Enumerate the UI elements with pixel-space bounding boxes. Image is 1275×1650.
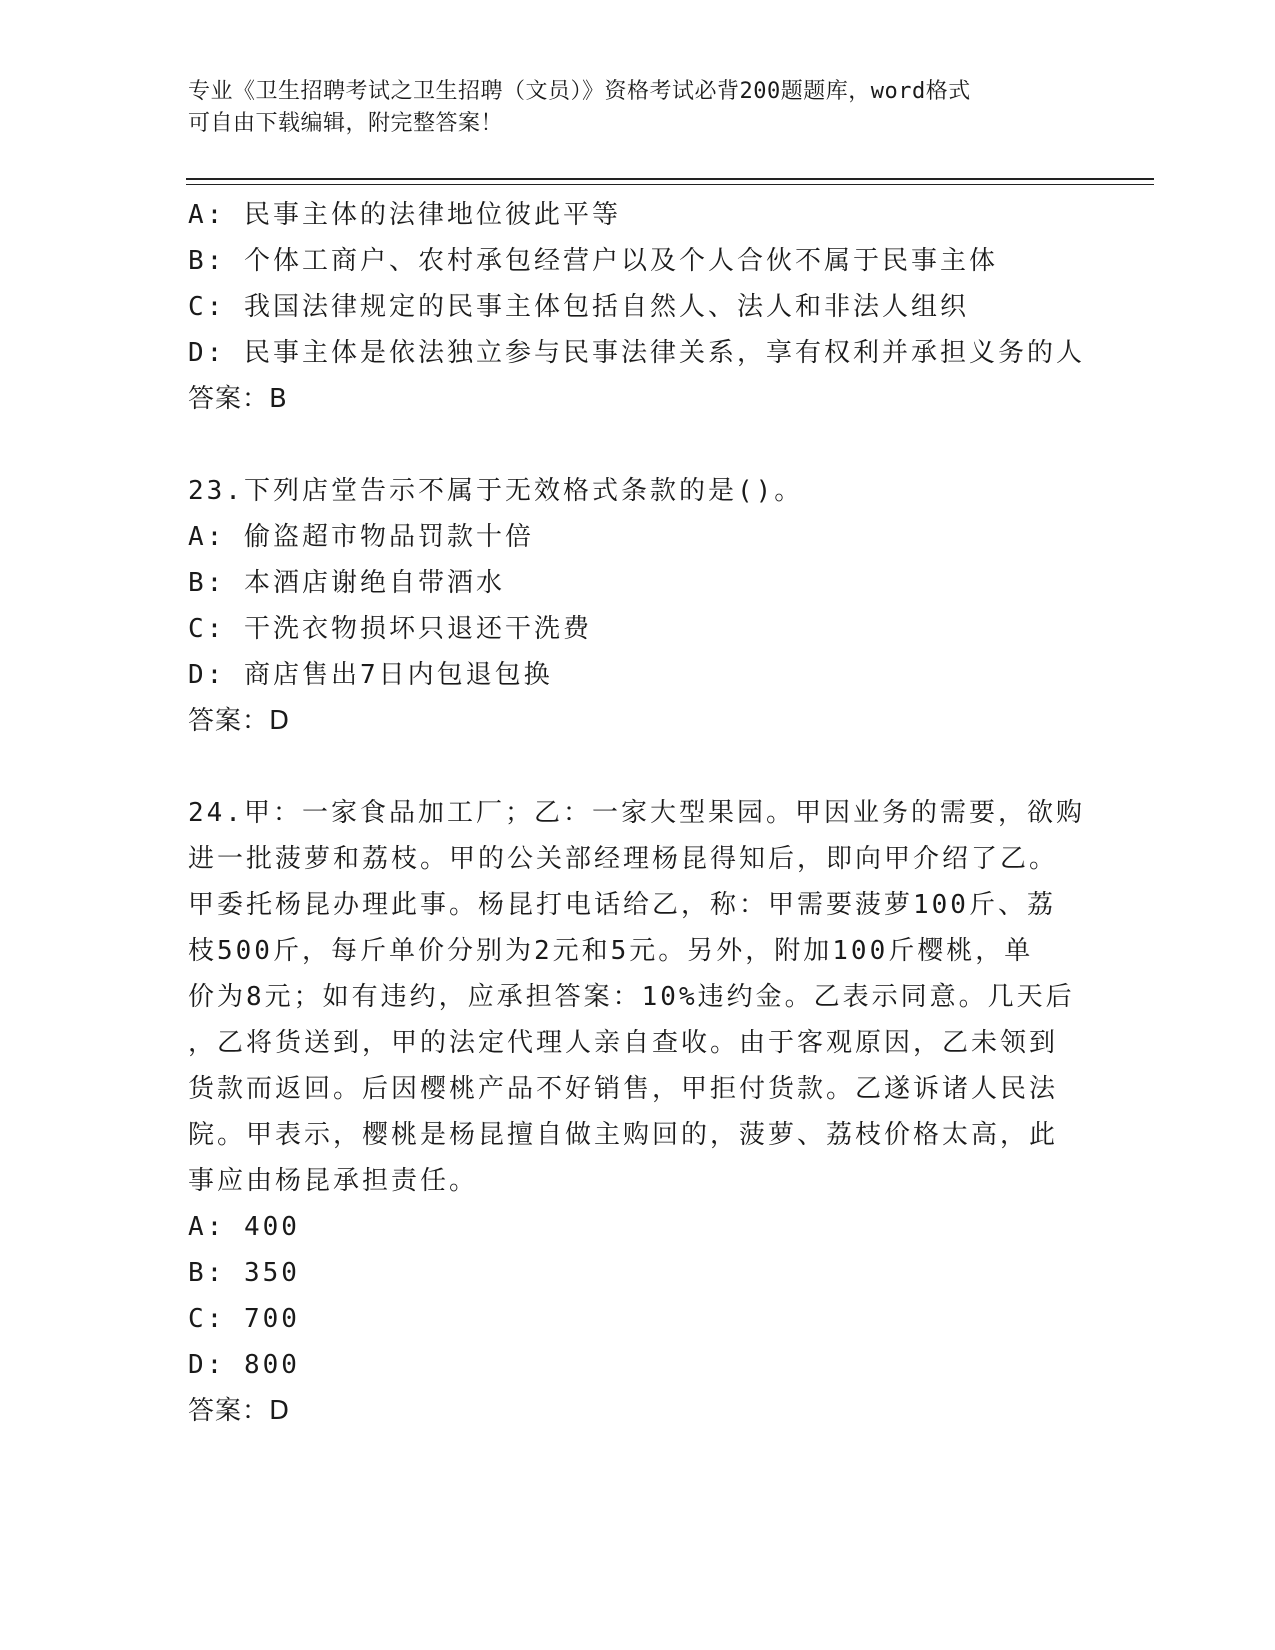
header-line-2: 可自由下载编辑，附完整答案！ [188,111,504,136]
stem-line: 院。甲表示，樱桃是杨昆擅自做主购回的，菠萝、荔枝价格太高，此 [188,1120,1059,1150]
header-line-1: 专业《卫生招聘考试之卫生招聘（文员）》资格考试必背200题题库，word格式 [188,79,971,104]
option-a: A: 400 [188,1212,300,1242]
stem-line: 价为8元；如有违约，应承担答案：10%违约金。乙表示同意。几天后 [188,982,1075,1012]
option-d: D: 800 [188,1350,300,1380]
stem-line: 进一批菠萝和荔枝。甲的公关部经理杨昆得知后，即向甲介绍了乙。 [188,844,1059,874]
option-a: A: 民事主体的法律地位彼此平等 [188,200,621,230]
stem-line: 事应由杨昆承担责任。 [188,1166,479,1196]
stem-line: 24.甲：一家食品加工厂；乙：一家大型果园。甲因业务的需要，欲购 [188,798,1085,828]
answer: 答案：D [188,1396,291,1426]
header-rule-thick [186,178,1154,180]
option-c: C: 干洗衣物损坏只退还干洗费 [188,614,592,644]
stem-line: 枝500斤，每斤单价分别为2元和5元。另外，附加100斤樱桃，单 [188,936,1034,966]
question-24 [188,790,1088,1434]
document-body [188,192,1088,1434]
option-d: D: 民事主体是依法独立参与民事法律关系，享有权利并承担义务的人 [188,338,1085,368]
option-a: A: 偷盗超市物品罚款十倍 [188,522,534,552]
option-b: B: 个体工商户、农村承包经营户以及个人合伙不属于民事主体 [188,246,998,276]
option-c: C: 700 [188,1304,300,1334]
stem-line: ，乙将货送到，甲的法定代理人亲自查收。由于客观原因，乙未领到 [188,1028,1059,1058]
question-stem: 23.下列店堂告示不属于无效格式条款的是()。 [188,476,804,506]
question-stem [188,790,1088,1204]
option-c: C: 我国法律规定的民事主体包括自然人、法人和非法人组织 [188,292,969,322]
question-23 [188,468,1088,744]
stem-line: 甲委托杨昆办理此事。杨昆打电话给乙，称：甲需要菠萝100斤、荔 [188,890,1056,920]
answer: 答案：B [188,384,288,414]
option-d: D: 商店售出7日内包退包换 [188,660,553,690]
stem-line: 货款而返回。后因樱桃产品不好销售，甲拒付货款。乙遂诉诸人民法 [188,1074,1059,1104]
question-22 [188,192,1088,422]
answer: 答案：D [188,706,291,736]
document-header [188,76,1068,140]
option-b: B: 本酒店谢绝自带酒水 [188,568,505,598]
header-rule-thin [186,184,1154,185]
option-b: B: 350 [188,1258,300,1288]
